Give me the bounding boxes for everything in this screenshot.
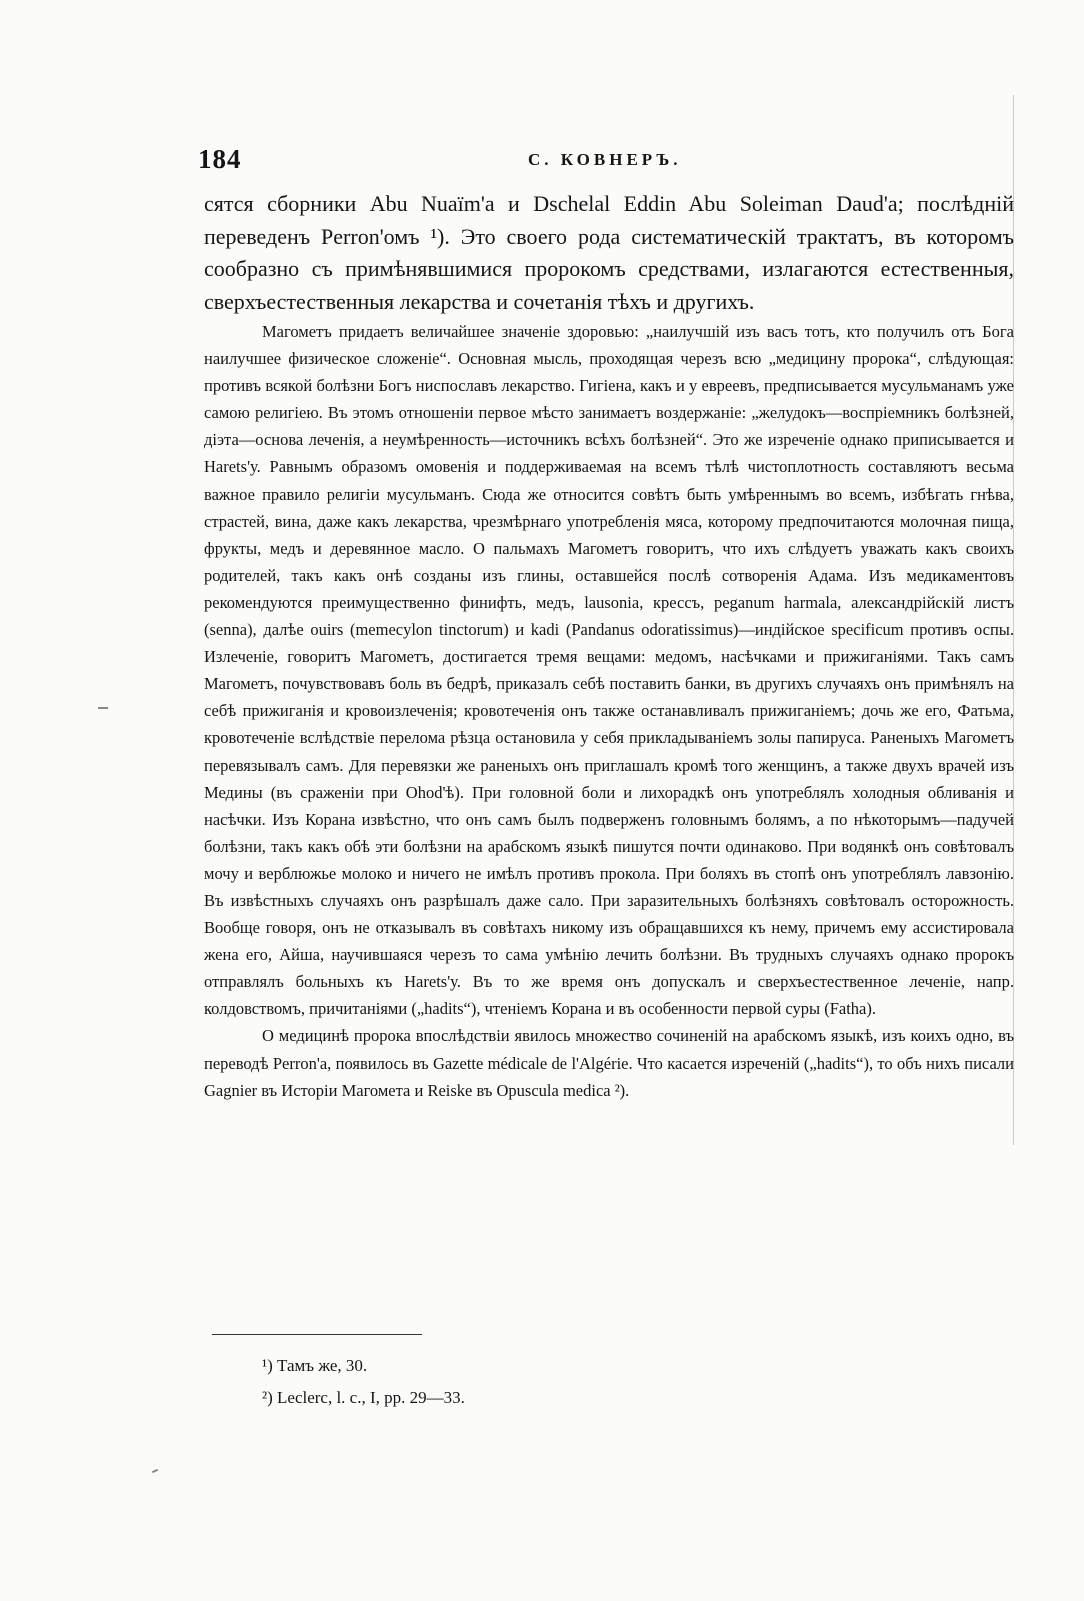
- footnote: ²) Leclerc, l. c., I, pp. 29—33.: [262, 1388, 465, 1407]
- running-head: С. КОВНЕРЪ.: [528, 150, 682, 169]
- page-number: 184: [198, 144, 242, 174]
- paragraph: Магометъ придаетъ величайшее значеніе здоровью: „наилучшій изъ васъ тотъ, кто получилъ отъ Бога наилучшее физическое сложеніе“. Основная мысль, проходящая черезъ всю „медицину пророка“, слѣдующая: противъ всякой болѣзни Богъ ниспославъ лекарство. Гигіена, какъ и у евреевъ, предписывается мусульманамъ уже самою религіею. Въ этомъ отношеніи первое мѣсто занимаетъ воздержаніе: „желудокъ—воспріемникъ болѣзней, діэта—основа леченія, а неумѣренность—источникъ всѣхъ болѣзней“. Это же изреченіе однако приписывается и Harets'у. Равнымъ образомъ омовенія и поддерживаемая на всемъ тѣлѣ чистоплотность составляютъ весьма важное правило религіи мусульманъ. Сюда же относится совѣтъ быть умѣреннымъ во всемъ, избѣгать гнѣва, страстей, вина, даже какъ лекарства, чрезмѣрнаго употребленія мяса, которому предпочитаются молочная пища, фрукты, медъ и деревянное масло. О пальмахъ Магометъ говоритъ, что ихъ слѣдуетъ уважать какъ своихъ родителей, такъ какъ онѣ созданы изъ глины, оставшейся послѣ сотворенія Адама. Изъ медикаментовъ рекомендуются преимущественно финифть, медъ, lausonia, крессъ, peganum harmala, александрійскій листъ (senna), далѣе ouirs (memecylon tinctorum) и kadi (Pandanus odoratissimus)—индійское specificum противъ оспы. Излеченіе, говоритъ Магометъ, достигается тремя вещами: медомъ, насѣчками и прижиганіями. Такъ самъ Магометъ, почувствовавъ боль въ бедрѣ, приказалъ себѣ поставить банки, въ другихъ случаяхъ онъ примѣнялъ на себѣ прижиганія и кровоизлеченія; кровотеченія онъ также останавливалъ прижиганіемъ; дочь же его, Фатьма, кровотеченіе вслѣдствіе перелома рѣзца остановила у себя прикладываніемъ золы папируса. Раненыхъ Магометъ перевязывалъ самъ. Для перевязки же раненыхъ онъ приглашалъ кромѣ того женщинъ, а также двухъ врачей изъ Медины (въ сраженіи при Ohod'ѣ). При головной боли и лихорадкѣ онъ употреблялъ холодныя обливанія и насѣчки. Изъ Корана извѣстно, что онъ самъ былъ подверженъ головнымъ болямъ, а по нѣкоторымъ—падучей болѣзни, такъ какъ обѣ эти болѣзни на арабскомъ языкѣ пишутся почти одинаково. При водянкѣ онъ совѣтовалъ мочу и верблюжье молоко и ничего не имѣлъ противъ прокола. При боляхъ въ стопѣ онъ употреблялъ лавзонію. Въ извѣстныхъ случаяхъ онъ разрѣшалъ даже сало. При заразительныхъ болѣзняхъ совѣтовалъ осторожность. Вообще говоря, онъ не отказывалъ въ совѣтахъ никому изъ обращавшихся къ нему, причемъ ему ассистировала жена его, Айша, научившаяся черезъ то сама умѣнію лечить болѣзни. Въ трудныхъ случаяхъ однако пророкъ отправлялъ больныхъ къ Harets'у. Въ то же время онъ допускалъ и сверхъестественное леченіе, напр. колдовствомъ, причитаніями („hadits“), чтеніемъ Корана и въ особенности первой суры (Fatha).: [204, 322, 1014, 1019]
- page-header: [198, 144, 1018, 184]
- footnotes: [262, 1350, 465, 1414]
- body-text: [204, 188, 1014, 1104]
- paragraph: сятся сборники Abu Nuaïm'a и Dschelal Eddin Abu Soleiman Daud'a; послѣдній переведенъ Perron'омъ ¹). Это своего рода систематическій трактатъ, въ которомъ сообразно съ примѣнявшимися пророкомъ средствами, излагаются естественныя, сверхъестественныя лекарства и сочетанія тѣхъ и другихъ.: [204, 191, 1014, 314]
- footnote-divider: [212, 1334, 422, 1335]
- margin-mark: [98, 707, 108, 709]
- footnote: ¹) Тамъ же, 30.: [262, 1356, 368, 1375]
- margin-mark: [152, 1469, 158, 1473]
- paragraph: О медицинѣ пророка впослѣдствіи явилось множество сочиненій на арабскомъ языкѣ, изъ коихъ одно, въ переводѣ Perron'a, появилось въ Gazette médicale de l'Algérie. Что касается изреченій („hadits“), то объ нихъ писали Gagnier въ Исторіи Магомета и Reiske въ Opuscula medica ²).: [204, 1026, 1014, 1100]
